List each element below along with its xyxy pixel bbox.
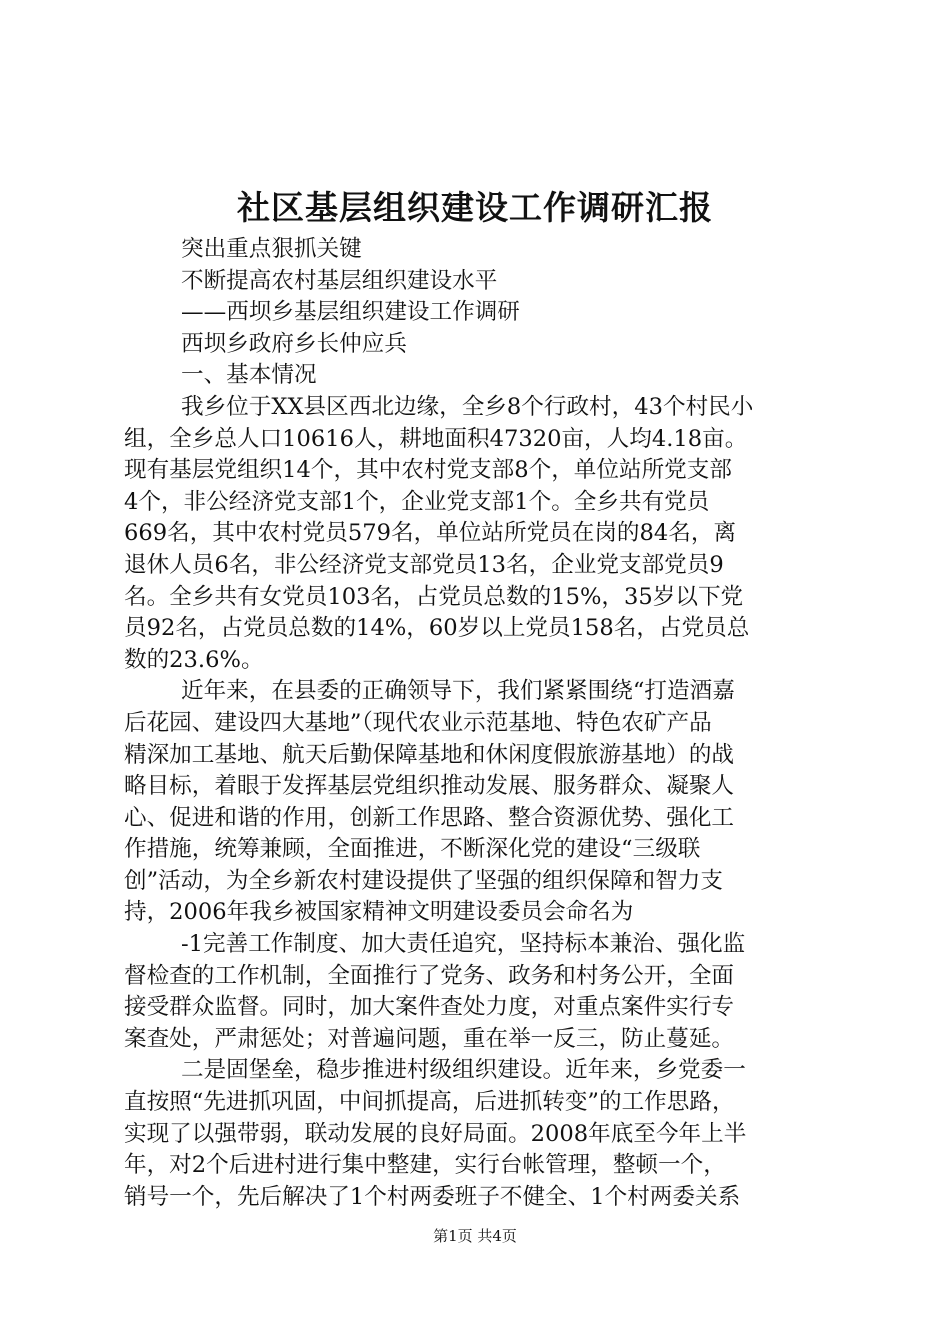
text-line: 后花园、建设四大基地”（现代农业示范基地、特色农矿产品 [124,709,712,736]
text-line: 持，2006年我乡被国家精神文明建设委员会命名为 [124,899,634,926]
text-line: 创”活动，为全乡新农村建设提供了坚强的组织保障和智力支 [124,867,723,894]
text-line: -1完善工作制度、加大责任追究，坚持标本兼治、强化监 [181,931,746,958]
page-footer: 第1页 共4页 [433,1227,517,1245]
text-line: 近年来，在县委的正确领导下，我们紧紧围绕“打造酒嘉 [181,678,735,705]
text-line: 略目标，着眼于发挥基层党组织推动发展、服务群众、凝聚人 [124,773,735,800]
text-line: 直按照“先进抓巩固，中间抓提高，后进抓转变”的工作思路， [124,1089,735,1116]
text-line: 精深加工基地、航天后勤保障基地和休闲度假旅游基地）的战 [124,741,735,768]
text-line: 实现了以强带弱，联动发展的良好局面。2008年底至今年上半 [124,1120,747,1147]
text-line: 退休人员6名，非公经济党支部党员13名，企业党支部党员9 [124,551,724,578]
text-line: 案查处，严肃惩处；对普遍问题，重在举一反三，防止蔓延。 [124,1025,735,1052]
text-line: 心、促进和谐的作用，创新工作思路、整合资源优势、强化工 [124,804,735,831]
text-line: 669名，其中农村党员579名，单位站所党员在岗的84名，离 [124,520,737,547]
document-body [124,234,834,1213]
text-line: 销号一个，先后解决了1个村两委班子不健全、1个村两委关系 [124,1183,741,1210]
text-line: 作措施，统筹兼顾，全面推进，不断深化党的建设“三级联 [124,836,701,863]
text-line: ——西坝乡基层组织建设工作调研 [181,299,520,326]
text-line: 我乡位于XX县区西北边缘，全乡8个行政村，43个村民小 [181,393,754,420]
text-line: 组，全乡总人口10616人，耕地面积47320亩，人均4.18亩。 [124,425,748,452]
text-line: 二是固堡垒，稳步推进村级组织建设。近年来，乡党委一 [181,1057,746,1084]
document-title: 社区基层组织建设工作调研汇报 [237,188,713,227]
text-line: 西坝乡政府乡长仲应兵 [181,330,407,357]
text-line: 突出重点狠抓关键 [181,236,362,262]
text-line: 督检查的工作机制，全面推行了党务、政务和村务公开，全面 [124,962,735,989]
text-line: 名。全乡共有女党员103名，占党员总数的15%，35岁以下党 [124,583,744,610]
text-line: 现有基层党组织14个，其中农村党支部8个，单位站所党支部 [124,457,732,484]
text-line: 一、基本情况 [181,362,317,389]
text-line: 数的23.6%。 [124,646,264,673]
text-line: 接受群众监督。同时，加大案件查处力度，对重点案件实行专 [124,994,735,1021]
text-line: 不断提高农村基层组织建设水平 [181,267,498,294]
text-line: 4个，非公经济党支部1个，企业党支部1个。全乡共有党员 [124,488,710,515]
text-line: 年，对2个后进村进行集中整建，实行台帐管理，整顿一个， [124,1152,726,1179]
text-line: 员92名，占党员总数的14%，60岁以上党员158名，占党员总 [124,615,750,642]
